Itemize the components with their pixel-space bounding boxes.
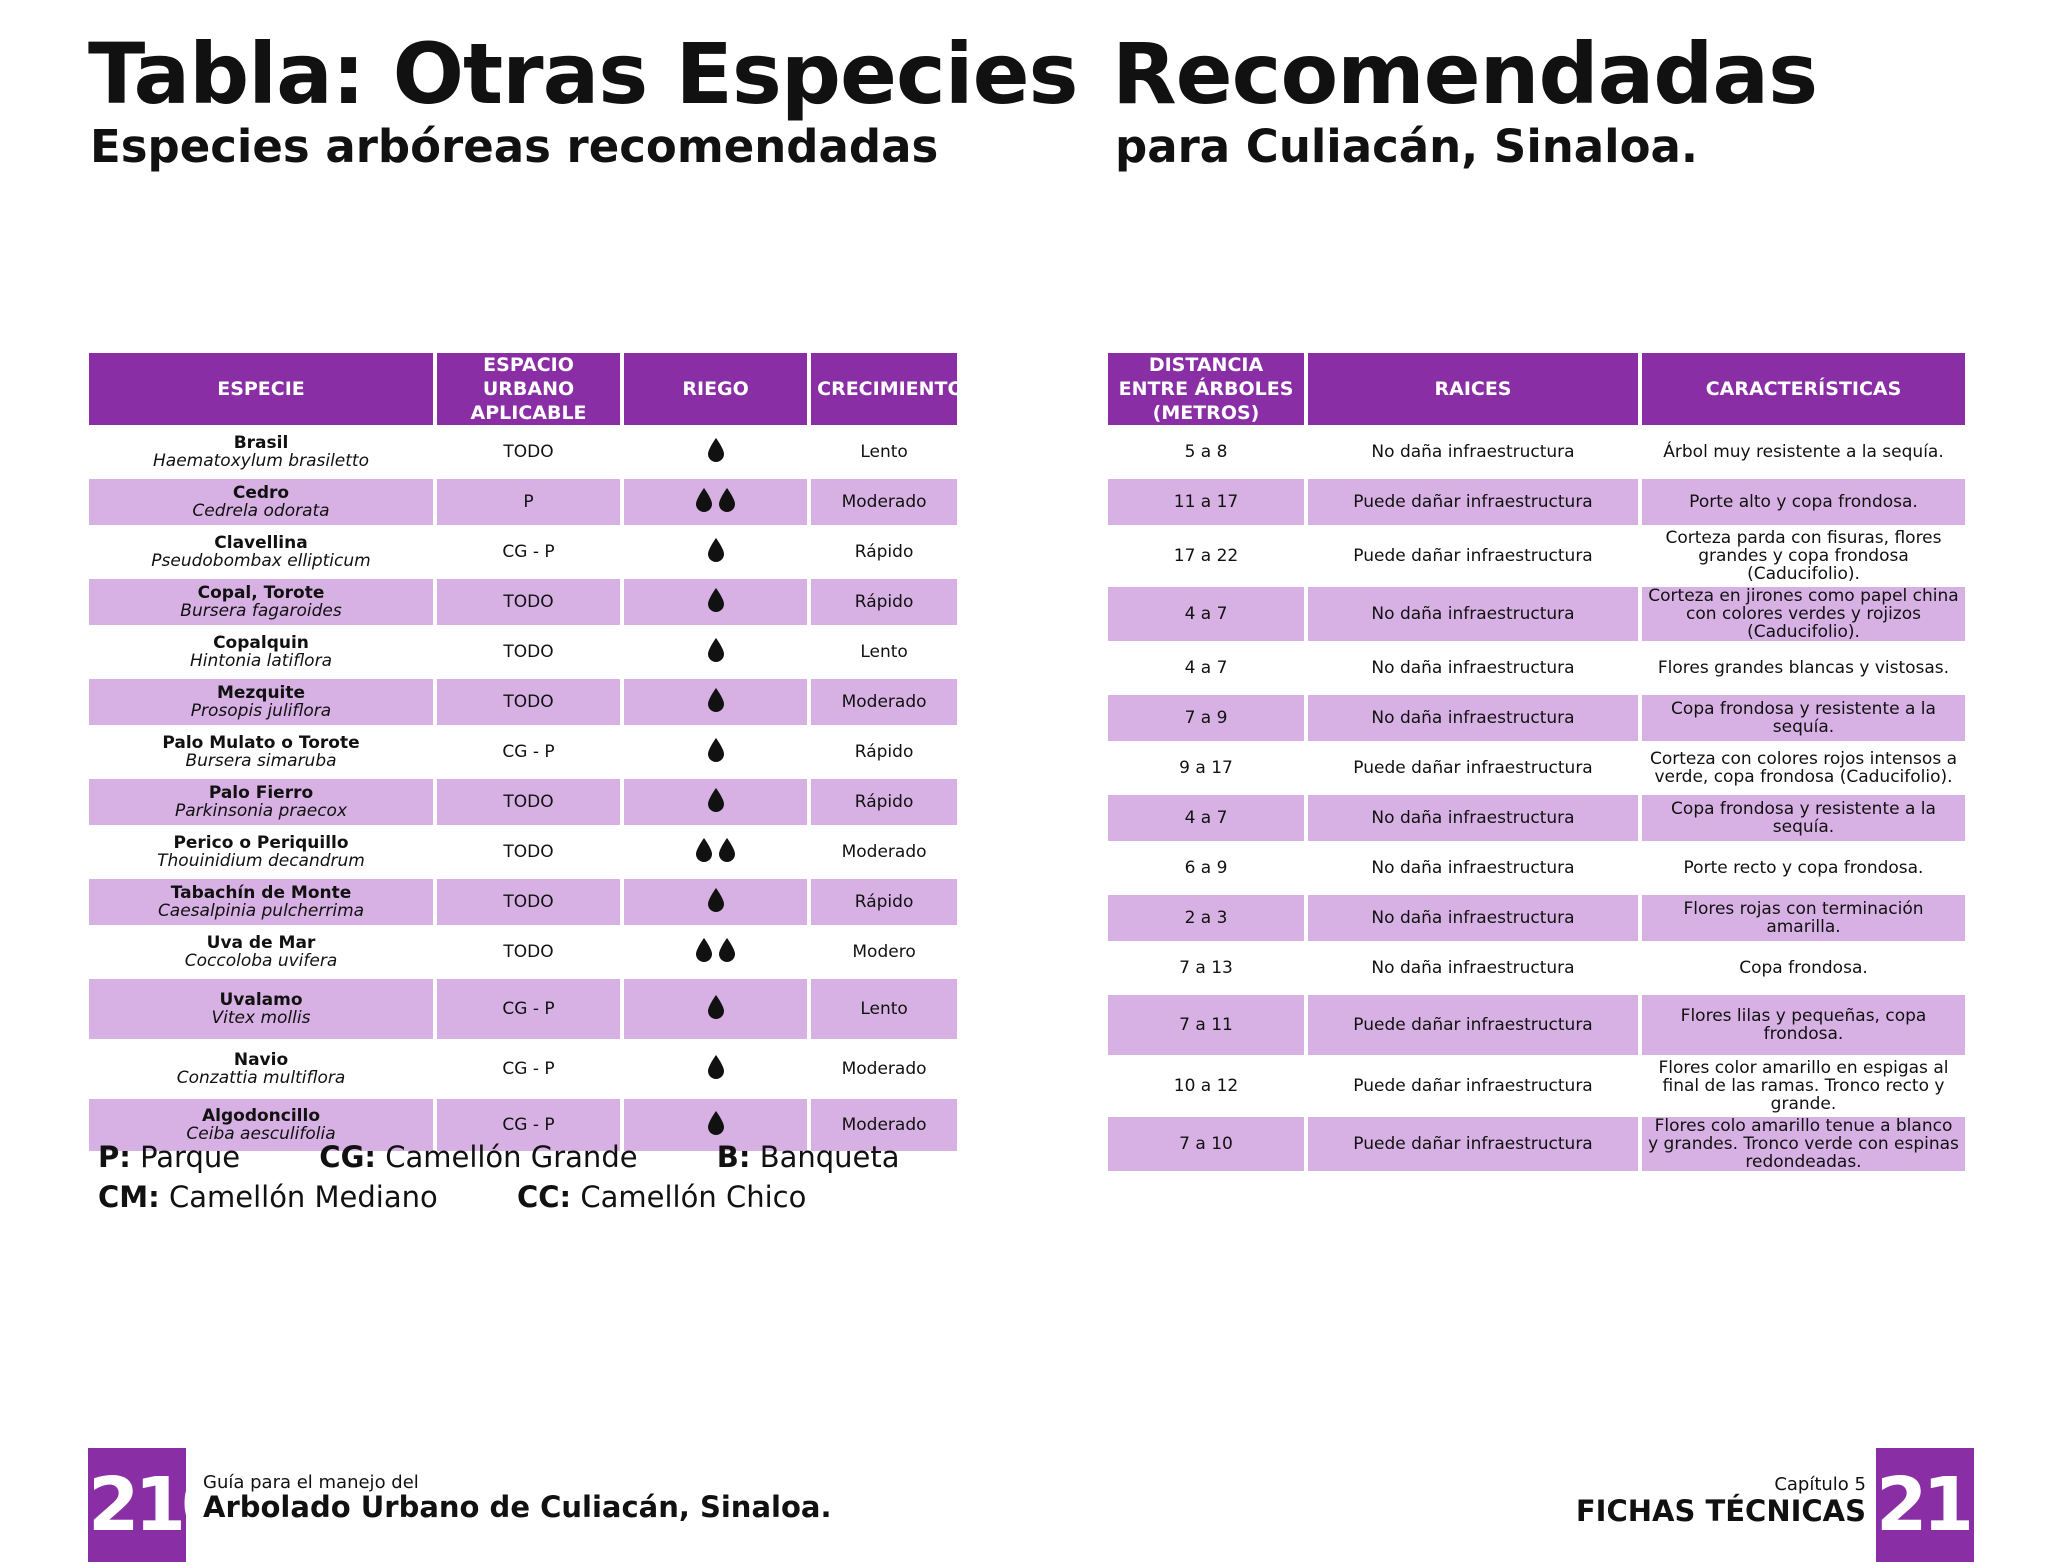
watering-cell [624, 529, 807, 575]
species-row [89, 779, 957, 825]
water-drop-icon [694, 837, 714, 863]
growth-cell: Moderado [811, 1099, 957, 1151]
growth-cell: Rápido [811, 879, 957, 925]
watering-cell [624, 679, 807, 725]
growth-cell: Lento [811, 979, 957, 1039]
urban-space-cell: TODO [437, 779, 620, 825]
distance-cell: 7 a 9 [1108, 695, 1304, 741]
legend-value: Camellón Grande [385, 1140, 638, 1174]
species-scientific-name: Haematoxylum brasiletto [153, 451, 369, 471]
right-subtitle: para Culiacán, Sinaloa. [1115, 120, 1698, 173]
species-scientific-name: Prosopis juliflora [190, 701, 332, 721]
urban-space-cell: CG - P [437, 979, 620, 1039]
species-cell [89, 729, 433, 775]
water-drop-icon [717, 937, 737, 963]
header-riego: RIEGO [624, 353, 807, 425]
characteristics-cell: Árbol muy resistente a la sequía. [1663, 442, 1944, 462]
urban-space-cell: CG - P [502, 1059, 555, 1079]
urban-space-cell: TODO [437, 679, 620, 725]
watering-level [706, 637, 726, 663]
header-crecimiento: CRECIMIENTO [811, 353, 957, 425]
watering-cell [624, 1043, 807, 1095]
characteristics-cell: Corteza en jirones como papel china con colores verdes y rojizos (Caducifolio). [1642, 587, 1965, 641]
watering-level [706, 1110, 726, 1136]
distance-cell: 7 a 11 [1108, 995, 1304, 1055]
watering-cell [624, 829, 807, 875]
species-cell [89, 879, 433, 925]
characteristics-row [1108, 429, 1965, 475]
water-drop-icon [706, 887, 726, 913]
characteristics-cell: Copa frondosa. [1739, 958, 1868, 978]
watering-level [706, 787, 726, 813]
legend-line-2 [98, 1180, 876, 1214]
species-scientific-name: Bursera fagaroides [180, 601, 342, 621]
growth-cell: Moderado [841, 842, 927, 862]
characteristics-cell: Corteza parda con fisuras, flores grandes y copa frondosa (Caducifolio). [1665, 528, 1942, 584]
species-scientific-name: Hintonia latiflora [190, 651, 332, 671]
distance-cell: 4 a 7 [1108, 795, 1304, 841]
characteristics-table [1104, 349, 1969, 1175]
header-raices: RAICES [1308, 353, 1638, 425]
water-drop-icon [706, 994, 726, 1020]
species-table-body [89, 429, 957, 1151]
growth-cell: Moderado [811, 479, 957, 525]
roots-cell: No daña infraestructura [1308, 587, 1638, 641]
characteristics-row [1108, 995, 1965, 1055]
species-scientific-name: Ceiba aesculifolia [186, 1124, 336, 1144]
legend-value: Banqueta [759, 1140, 900, 1174]
water-drop-icon [706, 737, 726, 763]
species-cell [89, 679, 433, 725]
species-common-name: Clavellina [214, 533, 308, 553]
characteristics-table-body [1108, 429, 1965, 1171]
species-common-name: Algodoncillo [201, 1106, 321, 1126]
species-row [89, 629, 957, 675]
characteristics-cell: Porte recto y copa frondosa. [1683, 858, 1924, 878]
legend-camellon-grande [319, 1140, 637, 1174]
legend-value: Camellón Chico [580, 1180, 807, 1214]
legend-value: Camellón Mediano [168, 1180, 438, 1214]
distance-cell: 6 a 9 [1184, 858, 1228, 878]
characteristics-cell: Flores colo amarillo tenue a blanco y grandes. Tronco verde con espinas redondeadas. [1642, 1117, 1965, 1171]
watering-level [706, 437, 726, 463]
watering-level [706, 887, 726, 913]
urban-space-cell: CG - P [502, 542, 555, 562]
characteristics-cell: Flores rojas con terminación amarilla. [1642, 895, 1965, 941]
watering-level [694, 837, 737, 863]
distance-cell: 2 a 3 [1108, 895, 1304, 941]
characteristics-cell: Copa frondosa y resistente a la sequía. [1642, 795, 1965, 841]
species-common-name: Uvalamo [219, 990, 303, 1010]
species-table-header [89, 353, 957, 425]
water-drop-icon [706, 787, 726, 813]
species-row [89, 479, 957, 525]
watering-cell [624, 929, 807, 975]
watering-cell [624, 979, 807, 1039]
growth-cell: Rápido [854, 542, 914, 562]
characteristics-row [1108, 479, 1965, 525]
page-number-right: 211 [1876, 1448, 1974, 1562]
species-common-name: Palo Fierro [208, 783, 314, 803]
species-common-name: Uva de Mar [206, 933, 316, 953]
characteristics-row [1108, 587, 1965, 641]
urban-space-cell: TODO [503, 942, 554, 962]
water-drop-icon [706, 687, 726, 713]
roots-cell: No daña infraestructura [1308, 795, 1638, 841]
watering-cell [624, 879, 807, 925]
growth-cell: Rápido [854, 742, 914, 762]
legend-key: B: [716, 1140, 751, 1174]
species-scientific-name: Coccoloba uvifera [184, 951, 338, 971]
species-scientific-name: Bursera simaruba [185, 751, 337, 771]
roots-cell: Puede dañar infraestructura [1308, 1117, 1638, 1171]
growth-cell: Moderado [811, 679, 957, 725]
characteristics-row [1108, 695, 1965, 741]
species-row [89, 929, 957, 975]
urban-space-cell: TODO [437, 579, 620, 625]
legend-camellon-chico [517, 1180, 806, 1214]
characteristics-cell: Flores grandes blancas y vistosas. [1657, 658, 1950, 678]
species-row [89, 529, 957, 575]
distance-cell: 11 a 17 [1108, 479, 1304, 525]
characteristics-cell: Corteza con colores rojos intensos a verde, copa frondosa (Caducifolio). [1650, 749, 1957, 787]
water-drop-icon [706, 1110, 726, 1136]
distance-cell: 7 a 10 [1108, 1117, 1304, 1171]
header-especie: ESPECIE [89, 353, 433, 425]
urban-space-cell: CG - P [437, 1099, 620, 1151]
species-cell [89, 1043, 433, 1095]
roots-cell: Puede dañar infraestructura [1353, 1076, 1593, 1096]
species-scientific-name: Cedrela odorata [192, 501, 330, 521]
species-row [89, 879, 957, 925]
distance-cell: 5 a 8 [1184, 442, 1228, 462]
watering-level [694, 487, 737, 513]
species-cell [89, 579, 433, 625]
watering-level [706, 687, 726, 713]
page-number-left: 210 [88, 1448, 186, 1562]
species-scientific-name: Caesalpinia pulcherrima [157, 901, 365, 921]
header-espacio: ESPACIO URBANO APLICABLE [437, 353, 620, 425]
watering-level [706, 587, 726, 613]
distance-cell: 9 a 17 [1179, 758, 1233, 778]
species-scientific-name: Pseudobombax ellipticum [151, 551, 371, 571]
growth-cell: Lento [860, 642, 908, 662]
species-row [89, 979, 957, 1039]
characteristics-row [1108, 1117, 1965, 1171]
species-common-name: Mezquite [216, 683, 306, 703]
urban-space-cell: TODO [503, 442, 554, 462]
species-cell [89, 979, 433, 1039]
species-cell [89, 929, 433, 975]
distance-cell: 4 a 7 [1184, 658, 1228, 678]
species-row [89, 729, 957, 775]
legend-camellon-mediano [98, 1180, 438, 1214]
water-drop-icon [717, 487, 737, 513]
legend-line-1 [98, 1140, 970, 1174]
characteristics-cell: Flores lilas y pequeñas, copa frondosa. [1642, 995, 1965, 1055]
legend-key: P: [98, 1140, 131, 1174]
header-caracteristicas: CARACTERÍSTICAS [1642, 353, 1965, 425]
characteristics-row [1108, 745, 1965, 791]
characteristics-row [1108, 645, 1965, 691]
roots-cell: No daña infraestructura [1308, 695, 1638, 741]
species-common-name: Tabachín de Monte [170, 883, 352, 903]
watering-cell [624, 579, 807, 625]
species-common-name: Cedro [232, 483, 290, 503]
legend-value: Parque [140, 1140, 241, 1174]
distance-cell: 7 a 13 [1179, 958, 1233, 978]
characteristics-row [1108, 529, 1965, 583]
roots-cell: Puede dañar infraestructura [1308, 995, 1638, 1055]
urban-space-cell: TODO [503, 842, 554, 862]
legend-key: CC: [516, 1180, 572, 1214]
urban-space-cell: TODO [437, 879, 620, 925]
species-table [85, 349, 964, 1155]
distance-cell: 17 a 22 [1173, 546, 1239, 566]
characteristics-row [1108, 945, 1965, 991]
water-drop-icon [706, 1054, 726, 1080]
roots-cell: Puede dañar infraestructura [1308, 479, 1638, 525]
water-drop-icon [706, 587, 726, 613]
roots-cell: No daña infraestructura [1371, 658, 1575, 678]
roots-cell: Puede dañar infraestructura [1353, 546, 1593, 566]
characteristics-row [1108, 795, 1965, 841]
legend-banqueta [717, 1140, 900, 1174]
species-common-name: Brasil [233, 433, 289, 453]
growth-cell: Moderado [841, 1059, 927, 1079]
water-drop-icon [694, 487, 714, 513]
footer-section-title: FICHAS TÉCNICAS [1575, 1494, 1866, 1528]
legend-key: CG: [319, 1140, 376, 1174]
distance-cell: 4 a 7 [1108, 587, 1304, 641]
roots-cell: No daña infraestructura [1308, 895, 1638, 941]
water-drop-icon [706, 437, 726, 463]
watering-level [706, 737, 726, 763]
characteristics-cell: Flores color amarillo en espigas al final de las ramas. Tronco recto y grande. [1658, 1058, 1949, 1114]
urban-space-cell: P [437, 479, 620, 525]
left-title: Tabla: Otras Especies [88, 25, 1078, 123]
species-row [89, 679, 957, 725]
watering-cell [624, 429, 807, 475]
species-common-name: Copalquin [213, 633, 309, 653]
roots-cell: No daña infraestructura [1371, 858, 1575, 878]
growth-cell: Modero [852, 942, 916, 962]
roots-cell: No daña infraestructura [1371, 442, 1575, 462]
water-drop-icon [706, 537, 726, 563]
water-drop-icon [706, 637, 726, 663]
species-common-name: Perico o Periquillo [173, 833, 349, 853]
species-row [89, 1043, 957, 1095]
footer-chapter: Capítulo 5 [1774, 1474, 1866, 1495]
species-row [89, 429, 957, 475]
watering-level [706, 537, 726, 563]
characteristics-row [1108, 895, 1965, 941]
left-subtitle: Especies arbóreas recomendadas [90, 120, 939, 173]
species-scientific-name: Thouinidium decandrum [157, 851, 365, 871]
growth-cell: Rápido [811, 579, 957, 625]
species-cell [89, 429, 433, 475]
footer-guide-label: Guía para el manejo del [203, 1472, 419, 1493]
roots-cell: Puede dañar infraestructura [1353, 758, 1593, 778]
watering-cell [624, 729, 807, 775]
legend-parque [98, 1140, 240, 1174]
characteristics-cell: Porte alto y copa frondosa. [1642, 479, 1965, 525]
characteristics-table-header [1108, 353, 1965, 425]
species-cell [89, 829, 433, 875]
characteristics-row [1108, 845, 1965, 891]
distance-cell: 10 a 12 [1173, 1076, 1239, 1096]
watering-level [694, 937, 737, 963]
watering-level [706, 1054, 726, 1080]
growth-cell: Lento [860, 442, 908, 462]
watering-cell [624, 479, 807, 525]
species-cell [89, 779, 433, 825]
species-common-name: Palo Mulato o Torote [162, 733, 360, 753]
species-row [89, 579, 957, 625]
species-scientific-name: Parkinsonia praecox [174, 801, 348, 821]
species-scientific-name: Vitex mollis [211, 1008, 311, 1028]
water-drop-icon [717, 837, 737, 863]
species-row [89, 829, 957, 875]
species-cell [89, 629, 433, 675]
right-title: Recomendadas [1112, 25, 1818, 123]
species-cell [89, 479, 433, 525]
urban-space-cell: CG - P [502, 742, 555, 762]
species-common-name: Copal, Torote [197, 583, 325, 603]
water-drop-icon [694, 937, 714, 963]
header-distancia: DISTANCIA ENTRE ÁRBOLES (METROS) [1108, 353, 1304, 425]
urban-space-cell: TODO [503, 642, 554, 662]
species-cell [89, 529, 433, 575]
watering-cell [624, 629, 807, 675]
characteristics-row [1108, 1059, 1965, 1113]
roots-cell: No daña infraestructura [1371, 958, 1575, 978]
growth-cell: Rápido [811, 779, 957, 825]
characteristics-cell: Copa frondosa y resistente a la sequía. [1642, 695, 1965, 741]
species-scientific-name: Conzattia multiflora [176, 1068, 346, 1088]
watering-cell [624, 779, 807, 825]
legend-key: CM: [98, 1180, 160, 1214]
species-common-name: Navio [233, 1050, 289, 1070]
footer-book-title: Arbolado Urbano de Culiacán, Sinaloa. [203, 1490, 832, 1524]
watering-level [706, 994, 726, 1020]
